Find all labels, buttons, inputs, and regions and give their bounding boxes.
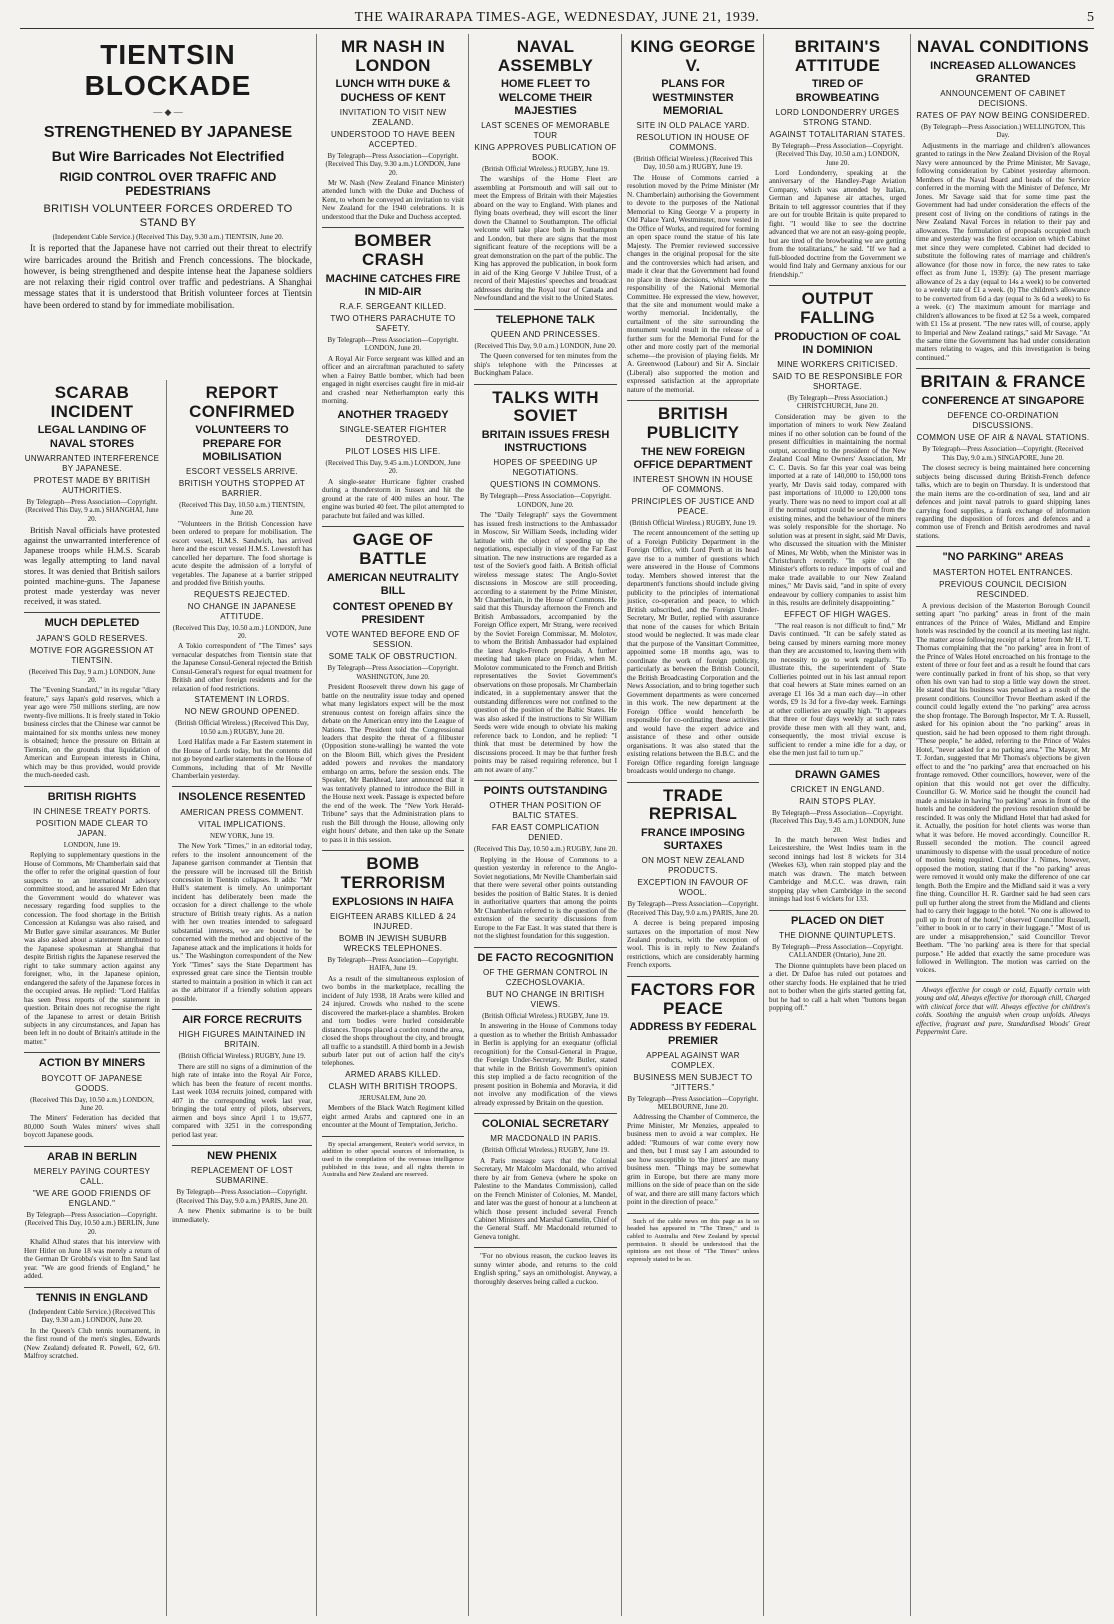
filler-paragraph: "For no obvious reason, the cuckoo leaves its sunny winter abode, and returns to the cold English spring," says an ornithologist. Anyway, a thoroughly deserves being called a cuckoo. [474, 1252, 617, 1286]
subheadline: NO CHANGE IN JAPANESE ATTITUDE. [187, 601, 297, 621]
subheadline: ARMED ARABS KILLED. [345, 1069, 441, 1079]
subheadline: VITAL IMPLICATIONS. [198, 819, 286, 829]
divider [322, 850, 464, 851]
dateline: By Telegraph—Press Association—Copyright. (Received This Day, 9.0 a.m.) SINGAPORE, June 20. [922, 445, 1084, 462]
dateline: JERUSALEM, June 20. [359, 1093, 427, 1102]
divider [916, 546, 1090, 547]
subheadline: EXCEPTION IN FAVOUR OF WOOL. [637, 878, 749, 898]
headline: SCARAB INCIDENT [50, 383, 134, 421]
dateline: (British Official Wireless.) RUGBY, June 19. [629, 519, 757, 528]
subheadline: EXPLOSIONS IN HAIFA [332, 895, 454, 908]
article-body: The "Evening Standard," in its regular "diary feature," says Japan's gold reserves, which a year ago were 750 millions sterling, are now twenty-five millions. It is freely stated in Tokio business circles that the Chinese war cannot be maintained for six months unless new money is obtained; hence the pressure on Britain at Tientsin, on the grounds that liquidation of American and European interests in China, which may be thus provided, would provide the much-needed cash. [24, 686, 160, 780]
subheadline: CLASH WITH BRITISH TROOPS. [328, 1081, 458, 1091]
headline: POINTS OUTSTANDING [483, 785, 608, 798]
article-body: The recent announcement of the setting up of a Foreign Publicity Department in the Foreign Office, with Lord Perth at its head gave rise to a number of questions which were answered in the House of Commons today. Members showed interest that the department's functions should include giving publicity to the principles of international justice, co-operation and peace, to which British subscribed, and the Foreign Under-Secretary, Mr Butler, replied with assurance that none of the causes for which Britain stood would be neglected. It was made clear that the purpose of the Vansittart Committee, appointed some 18 months ago, was to coordinate the work of foreign publicity, particularly as between the British Council, the British Broadcasting Corporation and the News Association, and to bring together such Government departments as were concerned in this work. The new department at the Foreign Office would henceforth be responsible for co-ordinating these activities and would have the expert advice and assistance of these and other outside organisations. It was also stated that the existing relations between the B.B.C. and the Foreign Office regarding foreign language broadcasts would undergo no change. [627, 529, 759, 776]
subheadline: UNWARRANTED INTERFERENCE BY JAPANESE. [24, 453, 160, 473]
subheadline: CRICKET IN ENGLAND. [790, 784, 885, 794]
subheadline: MINE WORKERS CRITICISED. [777, 359, 898, 369]
subheadline: LORD LONDONDERRY URGES STRONG STAND. [775, 107, 900, 127]
subheadline: APPEAL AGAINST WAR COMPLEX. [646, 1050, 740, 1070]
article-body: In the Queen's Club tennis tournament, in the first round of the men's singles, Edwards (New Zealand) defeated R. Powell, 6/2, 6/0. Malfroy scratched. [24, 1326, 160, 1361]
dateline: By Telegraph—Press Association—Copyright. (Received This Day, 9.0 a.m.) PARIS, June 20. [176, 1188, 308, 1205]
subheadline: BUT NO CHANGE IN BRITISH VIEWS. [486, 989, 605, 1009]
article-body: A Paris message says that the Colonial Secretary, Mr Malcolm Macdonald, who arrived there by air from Geneva (where he spoke on Palestine to the Mandates Commission), called on the French Minister of Colonies, M. Mandel, and later was the guest of honour at a luncheon at which those present included several French Cabinet Ministers and Marshal Gamelin, Chief of the General Staff. Mr Macdonald returned to Geneva tonight. [474, 1156, 617, 1241]
page-number: 5 [1087, 10, 1094, 25]
headline: BRITAIN'S ATTITUDE [794, 37, 881, 75]
column-7 [912, 34, 1094, 1616]
headline: BRITAIN & FRANCE [920, 372, 1086, 392]
column-rule [763, 34, 764, 1616]
article-body: The Dionne quintuplets have been placed on a diet. Dr Dafoe has ruled out potatoes and other starchy foods. He explained that he tried not to bother when the girls started getting fat, but he had to call a halt when "buttons began popping off." [769, 961, 906, 1013]
subheadline: BOMB IN JEWISH SUBURB WRECKS TELEPHONES. [338, 933, 448, 953]
dateline: (British Official Wireless.) RUGBY, June 19. [482, 164, 609, 173]
subheadline: INTEREST SHOWN IN HOUSE OF COMMONS. [632, 475, 754, 495]
subheadline: ON MOST NEW ZEALAND PRODUCTS. [641, 856, 745, 876]
headline: TALKS WITH SOVIET [492, 387, 599, 426]
subheadline: RIGID CONTROL OVER TRAFFIC AND PEDESTRIANS [59, 169, 277, 198]
subheadline: IN CHINESE TREATY PORTS. [33, 806, 151, 816]
article-body: Replying to supplementary questions in the House of Commons, Mr Chamberlain said that the offer to refer the original question of four suspects to an international advisory committee stood, and he assured Mr Eden that the Government would do whatever was necessary regarding food supplies to the concession. The food shortage in the British Concession at Kulangsu was also raised, and Mr Butler gave similar assurances. Mr Butler was also asked about a statement attributed to the Japanese spokesman at Shanghai that despite British rights the Japanese reserved the right to take summary action against any foreigner, who, in the Japanese opinion, endangered the safety of the Japanese forces in the occupied areas. He replied: "Lord Halifax has seen Press reports of the statement in question. Britain does not recognise the right of the Japanese to arrest or detain British subjects in any circumstances, and Japan has been left in no doubt of Britain's attitude in the matter." [24, 851, 160, 1046]
subheadline: SITE IN OLD PALACE YARD. [636, 120, 750, 130]
dateline: (Independent Cable Service.) (Received This Day, 9.30 a.m.) TIENTSIN, June 20. [52, 232, 284, 241]
subheadline: QUEEN AND PRINCESSES. [490, 329, 601, 339]
article-body: "Volunteers in the British Concession have been ordered to prepare for mobilisation. The escort vessel, H.M.S. Sandwich, has arrived here and the escort vessel H.M.S. Lowestoft has cancelled her departure. The food shortage is acute despite the admission of a lorryful of vegetables. The Japanese at a barrier stripped and prodded five British youths. [172, 519, 312, 588]
subheadline: AMERICAN NEUTRALITY BILL [327, 571, 459, 597]
article-body: In answering in the House of Commons today a question as to whether the British Ambassador in Berlin is applying for an exequatur (official recognition) for the Consul-General in Prague, the Foreign Under-Secretary, Mr Butler, stated that while in the British Government's opinion this step implied a de facto recognition of the present position in Bohemia and Moravia, it did not involve any modification of the views already expressed by Britain on the question. [474, 1022, 617, 1107]
subheadline: CONTEST OPENED BY PRESIDENT [332, 600, 454, 627]
divider [769, 910, 906, 911]
subheadline: INCREASED ALLOWANCES GRANTED [930, 59, 1076, 85]
subheadline: BRITISH VOLUNTEER FORCES ORDERED TO STAND BY [43, 203, 293, 230]
dateline: By Telegraph—Press Association—Copyright. CALLANDER (Ontario), June 20. [771, 943, 903, 960]
subheadline: LAST SCENES OF MEMORABLE TOUR [481, 120, 610, 140]
dateline: (British Official Wireless.) RUGBY, June 19. [178, 1052, 306, 1061]
subheadline: But Wire Barricades Not Electrified [51, 147, 285, 164]
headline: INSOLENCE RESENTED [178, 791, 306, 804]
divider [769, 764, 906, 765]
subheadline: HOME FLEET TO WELCOME THEIR MAJESTIES [498, 78, 593, 117]
dateline: By Telegraph—Press Association—Copyright. (Received This Day, 9.45 a.m.) LONDON, June 20. [770, 808, 905, 834]
dateline: (British Official Wireless.) (Received This Day, 10.50 a.m.) RUGBY, June 20. [175, 719, 309, 736]
article-body: Lord Halifax made a Far Eastern statement in the House of Lords today, but the contents did not go beyond earlier statements in the House of Commons, including that of Mr Neville Chamberlain yesterday. [172, 738, 312, 780]
headline: COLONIAL SECRETARY [482, 1118, 609, 1131]
subheadline: "WE ARE GOOD FRIENDS OF ENGLAND." [32, 1189, 152, 1209]
dateline: By Telegraph—Press Association—Copyright. (Received This Day, 10.50 a.m.) LONDON, June 20. [771, 141, 903, 167]
dateline: By Telegraph—Press Association—Copyright. LONDON, June 20. [327, 336, 459, 353]
divider [627, 976, 759, 977]
subheadline: KING APPROVES PUBLICATION OF BOOK. [474, 142, 617, 162]
article-body: As a result of the simultaneous explosion of two bombs in the marketplace, recalling the incident of July 1938, 18 Arabs were killed and 24 injured. Crowds who rushed to the scene discovered the market-place a shambles. Broken and torn bodies were hurled considerable distances. Troops placed a cordon round the area, closed the shops throughout the city, and brought all traffic to a standstill. A third bomb in a Jewish suburb later put out of action half the city's telephones. [322, 974, 464, 1068]
article-body: Addressing the Chamber of Commerce, the Prime Minister, Mr Menzies, appealed to business men to avoid a war complex. He added: "Rumours of war come every now and then, but I must say I am astounded to see how susceptible to 'the jitters' are many business men. "Things may be somewhat grim in Europe, but there are many more millions on the side of peace than on the side of war, and there are still many factors which point in the direction of peace." [627, 1113, 759, 1207]
subheadline: PRODUCTION OF COAL IN DOMINION [774, 330, 901, 356]
dateline: By Telegraph—Press Association—Copyright. WASHINGTON, June 20. [327, 664, 459, 681]
dateline: (Received This Day, 9 a.m.) LONDON, June 20. [28, 667, 156, 684]
divider [627, 1213, 759, 1214]
article-body: There are still no signs of a diminution of the high rate of intake into the Royal Air Force, which has been the feature of recent months. Last week 1034 recruits joined, compared with 407 in the corresponding week last year, bringing the total entry of pilots, observers, airmen and boys since April 1 to 19,677, compared with 3251 in the corresponding period last year. [172, 1062, 312, 1139]
article-body: Replying in the House of Commons to a question yesterday in reference to the Anglo-Soviet negotiations, Mr Neville Chamberlain said that there were several other points outstanding besides the position of Baltic States. It is denied in authoritative quarters that among the points Mr Chamberlain referred to is the question of the extension of the security discussions from Europe to the Far East. It was stated that there is not the slightest foundation for this suggestion. [474, 855, 617, 941]
headline: KING GEORGE V. [630, 37, 756, 75]
subheadline: AMERICAN PRESS COMMENT. [180, 807, 304, 817]
subheadline: NO NEW GROUND OPENED. [184, 707, 300, 717]
divider [322, 227, 464, 228]
dateline: NEW YORK, June 19. [210, 831, 274, 840]
article-body: A single-seater Hurricane fighter crashed during a thunderstorm in Sussex and hit the ground at the rate of 400 miles an hour. The engine was buried 40 feet. The pilot attempted to parachute but failed and was killed. [322, 477, 464, 520]
dateline: (Received This Day, 10.50 a.m.) TIENTSIN, June 20. [179, 500, 305, 518]
column-rule [166, 380, 167, 1616]
subheadline: DEFENCE CO-ORDINATION DISCUSSIONS. [947, 411, 1059, 431]
subheadline: ANNOUNCEMENT OF CABINET DECISIONS. [940, 89, 1066, 109]
column-rule [621, 34, 622, 1616]
divider [474, 1247, 617, 1248]
divider [474, 384, 617, 385]
masthead-title: THE WAIRARAPA TIMES-AGE, WEDNESDAY, JUNE 21, 1939. [354, 10, 760, 25]
headline: DE FACTO RECOGNITION [477, 951, 614, 964]
subheadline: REQUESTS REJECTED. [193, 589, 291, 599]
article-body: Adjustments in the marriage and children's allowances granted to ratings in the New Zealand Division of the Royal Navy were announced by the Prime Minister, Mr Savage, following consideration by Cabinet yesterday afternoon. Members of the Naval Board and heads of the Service conferred in the morning with the Minister of Defence, Mr Jones. Mr Savage said that for some time past the Government had had under consideration the effects of the present cost of living on the conditions of ratings in the New Zealand Naval Forces in relation to their pay and allowances. The formulation of proposals occupied much time and yesterday was the first occasion on which Cabinet met since they were completed. Cabinet had decided to substitute the following rates of marriage and children's allowance (for those now in force, the new rates to take effect as from June 1, 1939): (a) The present marriage allowance of 2s a day (equal to 14s a week) to be converted to a weekly rate of £1 a week. (b) The children's allowance to be converted from 6d a day (equal to 3s 6d a week) to 6s a week. (c) The maximum amount for marriage and children's allowances to be fixed at £2 5s a week, compared with £1 15s at present. "The new rates will, of course, apply to Imperial and New Zealand ratings," said Mr Savage. "At the same time the Government has had under consideration matters relating to wages, and this investigation is being continued." [916, 141, 1090, 362]
subheadline: EFFECT OF HIGH WAGES. [784, 609, 891, 619]
dateline: By Telegraph—Press Association—Copyright. HAIFA, June 19. [327, 955, 459, 973]
divider [916, 981, 1090, 982]
dateline: (By Telegraph—Press Association.) WELLINGTON, This Day. [921, 123, 1085, 140]
divider [474, 309, 617, 310]
headline: TRADE REPRISAL [648, 785, 738, 824]
subheadline: SINGLE-SEATER FIGHTER DESTROYED. [339, 424, 447, 444]
dateline: (Received This Day, 10.50 a.m.) RUGBY, June 20. [474, 845, 617, 854]
subheadline: UNDERSTOOD TO HAVE BEEN ACCEPTED. [330, 129, 456, 149]
headline: BRITISH RIGHTS [47, 790, 137, 803]
subheadline: MR MACDONALD IN PARIS. [490, 1134, 601, 1144]
advertisement-verse: Always effective for cough or cold, Equally certain with young and old, Always effective for thorough chill, Charged with clinical force that will. Always effective for children's colds. Soothing the anguish when croup unfolds. Always effective, fragrant and pure, Standardised Woods' Great Peppermint Cure. [916, 985, 1090, 1037]
subheadline: ESCORT VESSELS ARRIVE. [185, 466, 299, 476]
dateline: (Received This Day, 9.0 a.m.) LONDON, June 20. [474, 341, 617, 350]
subheadline: RATES OF PAY NOW BEING CONSIDERED. [916, 111, 1090, 121]
subheadline: ADDRESS BY FEDERAL PREMIER [629, 1021, 757, 1047]
headline: NAVAL ASSEMBLY [497, 37, 594, 75]
subheadline: PREVIOUS COUNCIL DECISION RESCINDED. [939, 579, 1067, 599]
dateline: By Telegraph—Press Association—Copyright. (Received This Day, 9.0 a.m.) PARIS, June 20. [627, 900, 759, 917]
article-body: In the match between West Indies and Leicestershire, the West Indies team in the second innings had lost 8 wickets for 314 (Weekes 63), when rain stopped play and the match was drawn. The match between Cambridge and M.C.C. was drawn, rain stopping play when Cambridge in the second innings had lost 6 wickets for 133. [769, 836, 906, 904]
column-rule [910, 34, 911, 1616]
subheadline: REPLACEMENT OF LOST SUBMARINE. [190, 1166, 294, 1186]
subheadline: BRITAIN ISSUES FRESH INSTRUCTIONS [481, 429, 610, 455]
headline: MR NASH IN LONDON [340, 37, 446, 75]
subheadline: PLANS FOR WESTMINSTER MEMORIAL [652, 78, 734, 117]
article-body: Members of the Black Watch Regiment killed eight armed Arabs and captured one in an encounter at the Mount of Temptation, Jericho. [322, 1104, 464, 1130]
divider [322, 1136, 464, 1137]
divider: — ◆ — [153, 106, 183, 117]
subheadline: BRITISH YOUTHS STOPPED AT BARRIER. [178, 478, 306, 498]
headline: REPORT CONFIRMED [189, 383, 295, 421]
divider [24, 786, 160, 787]
subheadline: PILOT LOSES HIS LIFE. [345, 446, 441, 456]
subheadline: TWO OTHERS PARACHUTE TO SAFETY. [330, 314, 456, 334]
subheadline: MASTERTON HOTEL ENTRANCES. [932, 567, 1074, 577]
headline: BOMB TERRORISM [340, 854, 446, 892]
tientsin-article [20, 34, 316, 394]
article-body: "The real reason is not difficult to find," Mr Davis continued. "It can be safely stated as being caused by miners earning more money than they are accustomed to, leaving them with no necessity to go to work regularly. "To illustrate this, the superintendent of State Collieries pointed out in his last annual report that coal hewers at State mines earned on an average £1 16s 3d a man each day—in other words, £9 1s 3d for a five-day week. Earnings at other collieries are equally high. "It appears that three or four days weekly at such rates provide these men with all they want, and, consequently, the most trivial excuse is sufficient to render a mine idle for a day, or else the men just fail to turn up." [769, 621, 906, 758]
subheadline: VOTE WANTED BEFORE END OF SESSION. [326, 630, 460, 650]
column-5 [623, 34, 763, 1616]
article-body: Khalid Alhud states that his interview with Herr Hitler on June 18 was merely a return of the German Dr Grobba's visit to Ibn Saud last year. "We are good friends of England," he added. [24, 1238, 160, 1281]
subheadline: POSITION MADE CLEAR TO JAPAN. [35, 818, 149, 838]
article-body: The "Daily Telegraph" says the Government has issued fresh instructions to the Ambassador in Moscow, Sir William Seeds, including wider latitude with the object of speeding up the negotiations, especially in view of the Far East situation. The new instructions are regarded as a test of the Soviet's good faith. A British official wireless message states: The Anglo-Soviet discussions in Moscow are still proceeding, according to a statement by the Prime Minister, Mr Chamberlain, in the House of Commons. He said that this Thursday afternoon the French and British Ambassadors, accompanied by the Foreign Office expert, Mr Strang, were received by the Soviet Foreign Commissar, M. Molotov, to whom the British Ambassador had explained the latest Anglo-French proposals. A further meeting had taken place on Friday, when M. Molotov communicated to the French and British representatives the Soviet Government's observations on those proposals. Mr Chamberlain indicated, in a supplementary answer that the outstanding differences were not confined to the question of the position of the Baltic States. He was also asked if the instructions to Sir William Seeds were wide enough to obviate his making reference back to London, and he replied: "I think that must be determined by how the discussions proceed. It may be that further fresh points may be raised requiring reference, but I am not aware of any." [474, 511, 617, 774]
column-rule [468, 34, 469, 1616]
subheadline: HIGH FIGURES MAINTAINED IN BRITAIN. [178, 1030, 306, 1050]
dateline: (British Official Wireless.) (Received This Day, 10.50 a.m.) RUGBY, June 19. [633, 154, 753, 172]
column-2 [168, 380, 316, 1616]
dateline: (Received This Day, 10.50 a.m.) LONDON, June 20. [30, 1095, 154, 1113]
article-body: The warships of the Home Fleet are assembling at Portsmouth and will sail out to meet the Empress of Britain with their Majesties aboard on the way to England. With planes and flying boats overhead, they will escort the liner down the Channel to Southampton. The official welcome will take place both in Southampton and London, but there are signs that the most significant feature of the receptions will be a great demonstration on the part of the public. The King has approved the publication, in book form in aid of the King George V Jubilee Trust, of a record of their Majesties' speeches and broadcast addresses during the Royal tour of Canada and Newfoundland and the visit to the United States. [474, 175, 617, 303]
divider [474, 780, 617, 781]
subheadline: STATEMENT IN LORDS. [194, 695, 290, 705]
divider [24, 1146, 160, 1147]
headline: BOMBER CRASH [354, 231, 432, 270]
article-body: Mr W. Nash (New Zealand Finance Minister) attended lunch with the Duke and Duchess of Kent, to whom he conveyed an invitation to visit New Zealand for the 1940 celebrations. It is understood that the Duke and Duchess accepted. [322, 178, 464, 221]
headline: BRITISH PUBLICITY [646, 404, 740, 442]
article-body: Lord Londonderry, speaking at the anniversary of the Handley-Page Aviation Company, which was attended by Italian, German and Japanese air attaches, urged Britain to tell aggressor countries that if they are out for trouble Britain is quite prepared to fight. "I would like to see the doctrine advanced that we are not an easy-going people, but are tired of the browbeating we are getting from the totalitarians," he said. "If we had a full-blooded doctrine from the Government we would find Italy and Germany anxious for our friendship." [769, 168, 906, 279]
subheadline: MOTIVE FOR AGGRESSION AT TIENTSIN. [30, 645, 154, 665]
headline: ACTION BY MINERS [38, 1057, 146, 1070]
subheadline: FAR EAST COMPLICATION DENIED. [491, 823, 600, 843]
subheadline: RESOLUTION IN HOUSE OF COMMONS. [636, 132, 750, 152]
divider [24, 1287, 160, 1288]
subheadline: OF THE GERMAN CONTROL IN CZECHOSLOVAKIA. [483, 967, 608, 987]
subheadline: QUESTIONS IN COMMONS. [490, 480, 601, 490]
divider [172, 1009, 312, 1010]
headline: GAGE OF BATTLE [352, 530, 434, 568]
divider [322, 526, 464, 527]
subheadline: SAID TO BE RESPONSIBLE FOR SHORTAGE. [772, 371, 903, 391]
subheadline: PROTEST MADE BY BRITISH AUTHORITIES. [33, 475, 151, 495]
dateline: (Independent Cable Service.) (Received This Day, 9.30 a.m.) LONDON, June 20. [28, 1307, 156, 1325]
subheadline: HOPES OF SPEEDING UP NEGOTIATIONS. [493, 458, 598, 478]
divider [474, 1113, 617, 1114]
divider [627, 400, 759, 401]
subheadline: BUSINESS MEN SUBJECT TO "JITTERS." [633, 1072, 753, 1092]
article-body: British Naval officials have protested against the unwarranted interference of Japanese troops while H.M.S. Scarab was legally attempting to land naval stores. It was denied that British sailors pointed machine-guns. The Japanese protest made yesterday was never received, it was stated. [24, 524, 160, 607]
article-body: Consideration may be given to the importation of miners to work New Zealand mines if no other solution can be found of the present difficulties in maintaining the normal output, according to the president of the New Zealand Coal Mine Owners' Association, Mr C. C. Davis. So far this year coal was being imported at a rate of 140,000 to 150,000 tons yearly, Mr Davis said today, compared with past importations of 10,000 to 120,000 tons yearly. There was no need to import coal at all if the normal output could be secured from the existing mines, and the behaviour of the miners was solely responsible for the shortage. No solution was at present in sight, said Mr Davis, who discussed the situation with the Minister of Mines, Mr Webb, when the Minister was in Christchurch recently. "In spite of the Minister's efforts to reduce imports of coal and make trade available to our New Zealand mines," Mr Davis said, "and in spite of every endeavour by colliery companies to assist him in this, results are definitely disappointing." [769, 412, 906, 608]
article-body: A previous decision of the Masterton Borough Council setting apart "no parking" areas in front of the main entrances of the Prince of Wales, Midland and Empire hotels was rescinded by the council at its meeting last night. The matter arose following receipt of a letter from Mr H. T. Thomas complaining that the "no parking" area in front of the Prince of Wales Hotel encroached on his frontage to the extent of three or four feet and as a result he found that cars were continually parked in front of his shop, so that very often his own van had to stop a little way down the street. He stated that his business was penalised as a result of the present conditions. Councillor Trevor Beetham asked if the council could legally extend the "no parking" area across the shop frontage. The Borough Inspector, Mr T. A. Russell, asked for his opinion about the "no parking" areas in question, said he had been opposed to them right through. "These people," he added, referring to the Prince of Wales Hotel, "never asked for a no parking area." The Mayor, Mr T. Jordan, suggested that Mr Thomas's objections be given effect to and the "no parking" area that encroached on his frontage removed. Other councillors, however, were of the opinion that this would not get over the difficulty. Councillor G. W. Morice said he thought the council had made a mistake in having "no parking" areas in front of the hotels and he considered the previous resolution should be rescinded. It was only the Midland Hotel that had asked for it. Actually, the position for hotel clients was worse than what it was before. He moved accordingly. Councillor R. Russell seconded the motion. The council agreed unanimously to dispense with the usual procedure of notice of motion being required. Councillor J. Nimes, however, opposed the motion, stating that if the "no parking" areas were removed it would only make the difference of one car length. Both the Empire and the Midland said it was a very fine thing. Councillor H. R. Gardner said he had seen cars pull up further along the street from the Midland and clients had to carry their luggage to the hotel. "No one is allowed to pull up in front of the hotel," observed Councillor Russell, "either to book in or to carry in their luggage." "Most of us are under a misapprehension," said Councillor Trevor Beetham. "The 'no parking' area is there for that special purpose." He added that exactly the same procedure was followed in Wellington. The motion was carried on the voices. [916, 601, 1090, 975]
dateline: (British Official Wireless.) RUGBY, June 19. [482, 1146, 609, 1155]
masthead [20, 8, 1094, 29]
subheadline: BOYCOTT OF JAPANESE GOODS. [41, 1073, 143, 1093]
headline: ANOTHER TRAGEDY [337, 408, 449, 421]
subheadline: THE NEW FOREIGN OFFICE DEPARTMENT [633, 445, 753, 471]
article-body: The Queen conversed for ten minutes from the ship's telephone with the Princesses at Buckingham Palace. [474, 352, 617, 378]
headline: TELEPHONE TALK [496, 313, 595, 326]
subheadline: OTHER THAN POSITION OF BALTIC STATES. [489, 801, 602, 821]
column-6 [765, 34, 910, 1616]
article-body: The Miners' Federation has decided that 80,000 South Wales miners' wives shall boycott Japanese goods. [24, 1114, 160, 1140]
subheadline: STRENGTHENED BY JAPANESE [43, 123, 293, 141]
headline: NAVAL CONDITIONS [917, 37, 1089, 56]
subheadline: INVITATION TO VISIT NEW ZEALAND. [339, 107, 447, 127]
dateline: By Telegraph—Press Association—Copyright. LONDON, June 20. [479, 492, 611, 509]
dateline: LONDON, June 19. [63, 840, 121, 849]
headline: "NO PARKING" AREAS [942, 551, 1064, 564]
column-3 [318, 34, 468, 1616]
headline: AIR FORCE RECRUITS [182, 1014, 302, 1027]
headline: PLACED ON DIET [791, 914, 884, 927]
divider [916, 368, 1090, 369]
dateline: (Received This Day, 9.45 a.m.) LONDON, June 20. [325, 458, 461, 476]
headline: ARAB IN BERLIN [47, 1150, 137, 1163]
dateline: (Received This Day, 10.50 a.m.) LONDON, June 20. [172, 623, 312, 640]
subheadline: COMMON USE OF AIR & NAVAL STATIONS. [916, 433, 1090, 443]
dateline: (British Official Wireless.) RUGBY, June 19. [482, 1011, 609, 1020]
headline: NEW PHENIX [207, 1150, 277, 1163]
article-body: A Tokio correspondent of "The Times" says vernacular despatches from Tientsin state that the Japanese Consul-General rejected the British Consul-General's request for equal treatment for British and other foreign residents and for the relaxation of food restrictions. [172, 642, 312, 693]
footnote: Such of the cable news on this page as is so headed has appeared in "The Times," and is cabled to Australia and New Zealand by special permission. It should be understood that the opinions are not those of "The Times" unless expressly stated to be so. [627, 1217, 759, 1264]
column-rule [316, 34, 317, 1616]
subheadline: THE DIONNE QUINTUPLETS. [779, 931, 896, 941]
divider [474, 947, 617, 948]
subheadline: LEGAL LANDING OF NAVAL STORES [37, 424, 147, 450]
column-4 [470, 34, 621, 1616]
divider [627, 782, 759, 783]
dateline: By Telegraph—Press Association—Copyright. (Received This Day, 10.50 a.m.) BERLIN, June 20. [24, 1211, 160, 1236]
subheadline: JAPAN'S GOLD RESERVES. [36, 633, 148, 643]
subheadline: VOLUNTEERS TO PREPARE FOR MOBILISATION [195, 424, 289, 463]
divider [24, 612, 160, 613]
subheadline: RAIN STOPS PLAY. [799, 796, 876, 806]
subheadline: AGAINST TOTALITARIAN STATES. [769, 129, 906, 139]
subheadline: CONFERENCE AT SINGAPORE [921, 395, 1085, 408]
subheadline: MACHINE CATCHES FIRE IN MID-AIR [325, 272, 461, 298]
subheadline: EIGHTEEN ARABS KILLED & 24 INJURED. [329, 911, 457, 931]
dateline: By Telegraph—Press Association—Copyright. MELBOURNE, June 20. [627, 1094, 759, 1112]
subheadline: SOME TALK OF OBSTRUCTION. [328, 652, 458, 662]
article-body: The New York "Times," in an editorial today, refers to the insolent announcement of the Japanese garrison commander at Tientsin that the pressure will be increased till the British concession in Tientsin collapses. It adds: "Mr Hull's statement is timely. An unimportant incident has deliberately been made the occasion for a direct challenge to the whole structure of British treaty rights. As a nation with her own treaties intended to safeguard substantial interests, we are bound to be concerned with the method and objective of the Japanese attack and the implications it holds for us." The Washington correspondent of the New York "Times" says the State Department has expressed great care since the Tientsin trouble started to maintain a position in which it can act as the arbitrator if a friendly solution appears possible. [172, 842, 312, 1003]
article-body: A new Phenix submarine is to be built immediately. [172, 1207, 312, 1224]
subheadline: FRANCE IMPOSING SURTAXES [641, 826, 745, 853]
divider [172, 786, 312, 787]
subheadline: LUNCH WITH DUKE & DUCHESS OF KENT [335, 78, 451, 104]
article-body: It is reported that the Japanese have not carried out their threat to electrify wire barricades around the British and French concessions. The blockade, however, is being strengthened and despite intense heat the Japanese soldiers are not relaxing their rigid control over traffic and pedestrians. A Shanghai message states that it is understood that British volunteer forces at Tientsin have been ordered to stand by for immediate mobilisation. [24, 243, 312, 310]
article-body: The closest secrecy is being maintained here concerning subjects being discussed during British-French defence talks, which are to begin on Thursday. It is understood that the main items are the co-ordination of sea, land and air defences and joint naval patrols to guard shipping lanes carrying food supplies, a frank exchange of information regarding the disposition of forces and defences and a common use of French and British aerodromes and naval stations. [916, 464, 1090, 540]
headline: FACTORS FOR PEACE [630, 979, 756, 1018]
headline: DRAWN GAMES [795, 768, 880, 781]
article-body: President Roosevelt threw down his gage of battle on the neutrality issue today and opened what many legislators expect will be the most strenuous contest on foreign affairs since the debate on the American entry into the League of Nations. The President told the Congressional leaders that despite the threat of a filibuster (Opposition stone-walling) he wanted the vote on the Bloom Bill, which gives the President added powers and revokes the mandatory embargo on arms, before the session ends. The Speaker, Mr Bankhead, later announced that it was tentatively planned to introduce the Bill in the House next week. Passage is expected before the end of the week. The "New York Herald-Tribune" says that the Administration plans to rush the Bill through the House, allowing only eight hours' debate, and then take up the Senate to pass it in this session. [322, 683, 464, 844]
article-body: The House of Commons carried a resolution moved by the Prime Minister (Mr N. Chamberlain) authorising the Government to devote to the purposes of the National Memorial to King George V a property in Old Palace Yard, Westminster, now vested in the Office of Works, and required for forming an open space round the statue of his late Majesty. The Premier reviewed successive changes in the original proposal for the site and the controversies which had arisen, and made it clear that the Government had found no place in these decisions, which were the responsibility of the National Memorial Committee. He expressed the view, however, that the site and monument would make a worthy memorial. Incidentally, the curtailment of the site surrounding the monument would result in the release of a further sum for the Memorial Fund for the other and more costly part of the memorial scheme—the provision of playing fields. Mr A. Greenwood (Labour) and Sir A. Sinclair (Liberal) also supported the motion and expressed satisfaction at the appropriate nature of the memorial. [627, 173, 759, 394]
footnote: By special arrangement, Reuter's world service, in addition to other special sources of information, is used in the compilation of the overseas intelligence published in this issue, and all rights therein in Australia and New Zealand are reserved. [322, 1140, 464, 1179]
headline: MUCH DEPLETED [44, 617, 140, 630]
divider [172, 1145, 312, 1146]
column-1 [20, 380, 164, 1616]
headline: TIENTSIN BLOCKADE [84, 39, 252, 101]
dateline: By Telegraph—Press Association—Copyright. (Received This Day, 9 a.m.) SHANGHAI, June 20. [25, 497, 159, 523]
article-body: A Royal Air Force sergeant was killed and an officer and an aircraftman parachuted to safety when a Fairey Battle bomber, which had been engaged in night exercises caught fire in mid-air and crashed near Netherhampton early this morning. [322, 354, 464, 406]
subheadline: R.A.F. SERGEANT KILLED. [339, 302, 447, 312]
divider [769, 285, 906, 286]
dateline: (By Telegraph—Press Association.) CHRISTCHURCH, June 20. [787, 393, 888, 411]
headline: OUTPUT FALLING [800, 289, 875, 327]
article-body: A decree is being prepared imposing surtaxes on the importation of most New Zealand products, with the exception of wool. This is in reply to New Zealand's restrictions, which are considerably harming French exports. [627, 919, 759, 970]
divider [24, 1052, 160, 1053]
subheadline: MERELY PAYING COURTESY CALL. [33, 1167, 151, 1187]
dateline: By Telegraph—Press Association—Copyright. (Received This Day, 9.30 a.m.) LONDON, June 20. [325, 151, 461, 177]
subheadline: PRINCIPLES OF JUSTICE AND PEACE. [631, 497, 755, 517]
subheadline: TIRED OF BROWBEATING [795, 78, 880, 104]
headline: TENNIS IN ENGLAND [36, 1291, 148, 1304]
